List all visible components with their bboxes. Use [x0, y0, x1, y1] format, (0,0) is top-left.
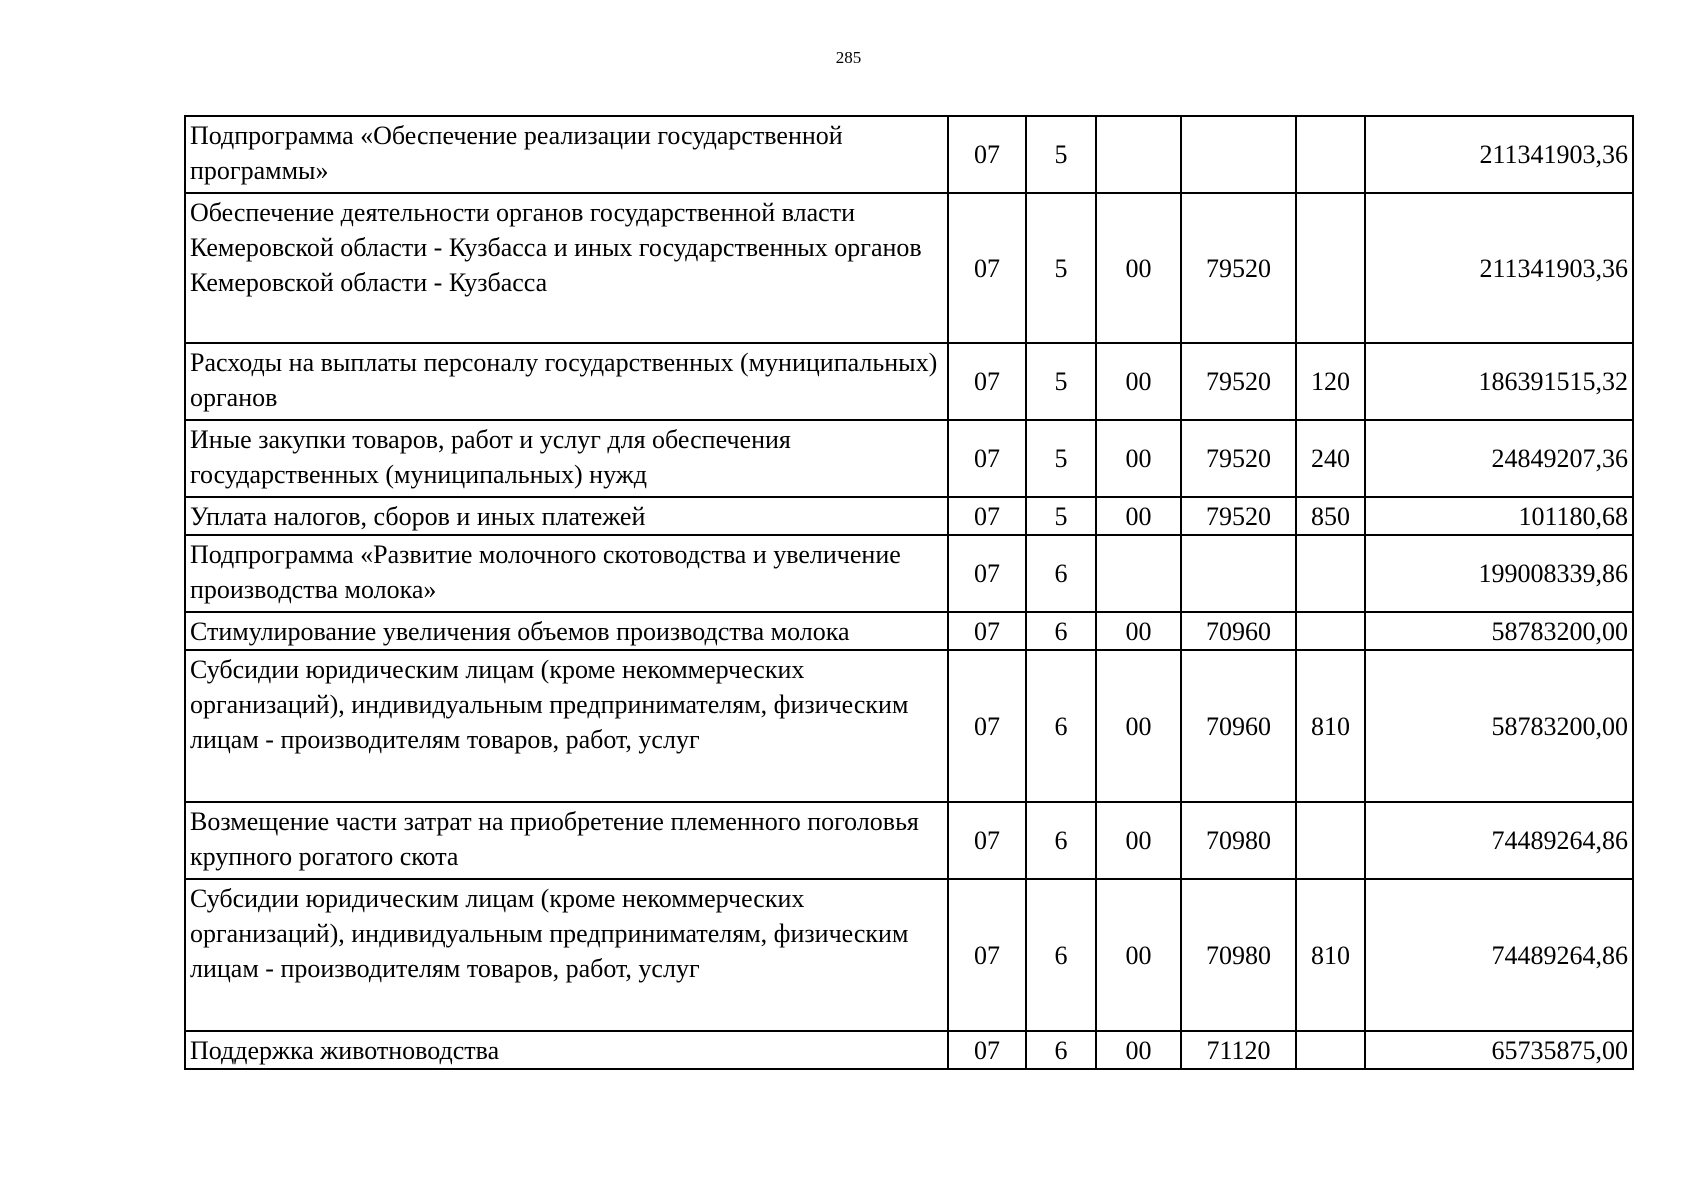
- main-event-code: 00: [1096, 343, 1181, 420]
- direction-code: 79520: [1181, 343, 1296, 420]
- section-code: 07: [948, 1031, 1026, 1069]
- subprogram-code: 6: [1026, 535, 1096, 612]
- amount: 101180,68: [1365, 497, 1633, 535]
- expense-type-code: 810: [1296, 879, 1365, 1031]
- direction-code: 70960: [1181, 650, 1296, 802]
- budget-table: [184, 115, 1634, 1070]
- amount: 199008339,86: [1365, 535, 1633, 612]
- direction-code: [1181, 116, 1296, 193]
- direction-code: 71120: [1181, 1031, 1296, 1069]
- main-event-code: 00: [1096, 497, 1181, 535]
- main-event-code: 00: [1096, 193, 1181, 343]
- row-name: Уплата налогов, сборов и иных платежей: [185, 497, 948, 535]
- table-row: [185, 802, 1633, 879]
- amount: 58783200,00: [1365, 612, 1633, 650]
- amount: 65735875,00: [1365, 1031, 1633, 1069]
- table-row: [185, 650, 1633, 802]
- section-code: 07: [948, 535, 1026, 612]
- table-row: [185, 116, 1633, 193]
- table-row: [185, 497, 1633, 535]
- section-code: 07: [948, 650, 1026, 802]
- expense-type-code: [1296, 612, 1365, 650]
- expense-type-code: [1296, 535, 1365, 612]
- main-event-code: 00: [1096, 879, 1181, 1031]
- section-code: 07: [948, 343, 1026, 420]
- row-name: Иные закупки товаров, работ и услуг для обеспечения государственных (муниципальных) нужд: [185, 420, 948, 497]
- table-row: [185, 1031, 1633, 1069]
- main-event-code: 00: [1096, 420, 1181, 497]
- subprogram-code: 5: [1026, 116, 1096, 193]
- main-event-code: [1096, 535, 1181, 612]
- direction-code: 70980: [1181, 802, 1296, 879]
- row-name: Подпрограмма «Обеспечение реализации государственной программы»: [185, 116, 948, 193]
- section-code: 07: [948, 420, 1026, 497]
- expense-type-code: 850: [1296, 497, 1365, 535]
- expense-type-code: [1296, 193, 1365, 343]
- direction-code: 79520: [1181, 193, 1296, 343]
- subprogram-code: 5: [1026, 497, 1096, 535]
- section-code: 07: [948, 116, 1026, 193]
- main-event-code: 00: [1096, 650, 1181, 802]
- subprogram-code: 5: [1026, 420, 1096, 497]
- amount: 211341903,36: [1365, 193, 1633, 343]
- row-name: Возмещение части затрат на приобретение племенного поголовья крупного рогатого скота: [185, 802, 948, 879]
- section-code: 07: [948, 802, 1026, 879]
- expense-type-code: 240: [1296, 420, 1365, 497]
- main-event-code: [1096, 116, 1181, 193]
- table-row: [185, 879, 1633, 1031]
- expense-type-code: [1296, 1031, 1365, 1069]
- direction-code: 79520: [1181, 420, 1296, 497]
- row-name: Поддержка животноводства: [185, 1031, 948, 1069]
- expense-type-code: [1296, 802, 1365, 879]
- row-name: Расходы на выплаты персоналу государственных (муниципальных) органов: [185, 343, 948, 420]
- direction-code: 70960: [1181, 612, 1296, 650]
- section-code: 07: [948, 193, 1026, 343]
- table-row: [185, 193, 1633, 343]
- table-row: [185, 343, 1633, 420]
- row-name: Субсидии юридическим лицам (кроме некоммерческих организаций), индивидуальным предпринимателям, физическим лицам - производителям товаров, работ, услуг: [185, 879, 948, 1031]
- expense-type-code: 120: [1296, 343, 1365, 420]
- amount: 74489264,86: [1365, 879, 1633, 1031]
- amount: 74489264,86: [1365, 802, 1633, 879]
- row-name: Стимулирование увеличения объемов производства молока: [185, 612, 948, 650]
- row-name: Субсидии юридическим лицам (кроме некоммерческих организаций), индивидуальным предпринимателям, физическим лицам - производителям товаров, работ, услуг: [185, 650, 948, 802]
- table-row: [185, 535, 1633, 612]
- main-event-code: 00: [1096, 802, 1181, 879]
- expense-type-code: 810: [1296, 650, 1365, 802]
- page-number: 285: [835, 48, 862, 67]
- subprogram-code: 6: [1026, 612, 1096, 650]
- subprogram-code: 6: [1026, 802, 1096, 879]
- subprogram-code: 5: [1026, 343, 1096, 420]
- amount: 24849207,36: [1365, 420, 1633, 497]
- direction-code: [1181, 535, 1296, 612]
- row-name: Подпрограмма «Развитие молочного скотоводства и увеличение производства молока»: [185, 535, 948, 612]
- main-event-code: 00: [1096, 1031, 1181, 1069]
- table-row: [185, 612, 1633, 650]
- table-row: [185, 420, 1633, 497]
- subprogram-code: 5: [1026, 193, 1096, 343]
- subprogram-code: 6: [1026, 879, 1096, 1031]
- subprogram-code: 6: [1026, 1031, 1096, 1069]
- expense-type-code: [1296, 116, 1365, 193]
- amount: 58783200,00: [1365, 650, 1633, 802]
- section-code: 07: [948, 497, 1026, 535]
- direction-code: 79520: [1181, 497, 1296, 535]
- amount: 211341903,36: [1365, 116, 1633, 193]
- section-code: 07: [948, 612, 1026, 650]
- main-event-code: 00: [1096, 612, 1181, 650]
- row-name: Обеспечение деятельности органов государственной власти Кемеровской области - Кузбасса и иных государственных органов Кемеровской области - Кузбасса: [185, 193, 948, 343]
- subprogram-code: 6: [1026, 650, 1096, 802]
- direction-code: 70980: [1181, 879, 1296, 1031]
- amount: 186391515,32: [1365, 343, 1633, 420]
- section-code: 07: [948, 879, 1026, 1031]
